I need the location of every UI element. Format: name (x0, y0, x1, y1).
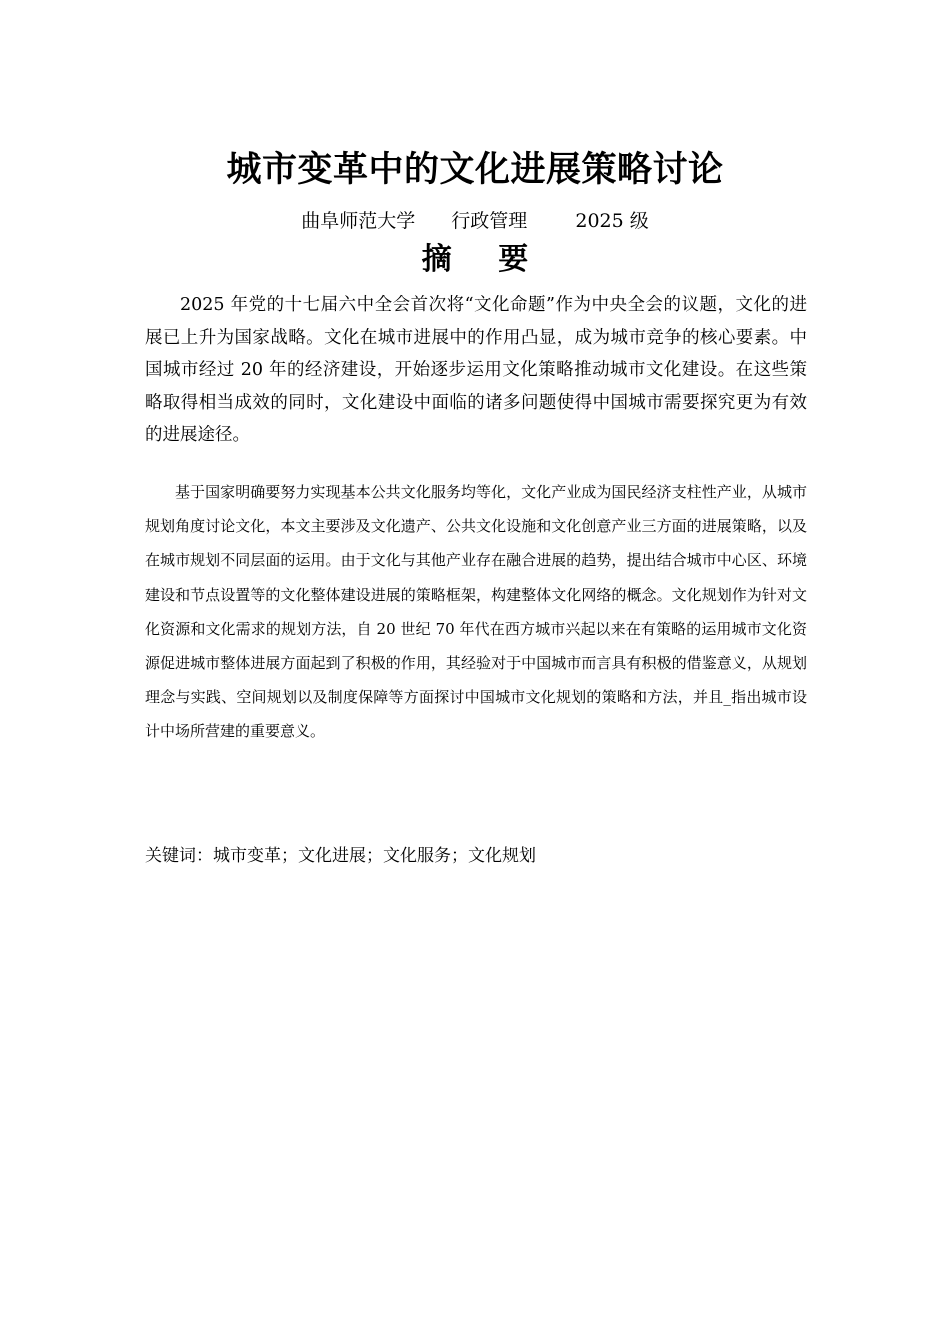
abstract-paragraph-2: 基于国家明确要努力实现基本公共文化服务均等化，文化产业成为国民经济支柱性产业，从城市规划角度讨论文化，本文主要涉及文化遗产、公共文化设施和文化创意产业三方面的进展策略，以及在城市规划不同层面的运用。由于文化与其他产业存在融合进展的趋势，提出结合城市中心区、环境建设和节点设置等的文化整体建设进展的策略框架，构建整体文化网络的概念。文化规划作为针对文化资源和文化需求的规划方法，自 20 世纪 70 年代在西方城市兴起以来在有策略的运用城市文化资源促进城市整体进展方面起到了积极的作用，其经验对于中国城市而言具有积极的借鉴意义，从规划理念与实践、空间规划以及制度保障等方面探讨中国城市文化规划的策略和方法，并且_指出城市设计中场所营建的重要意义。 (145, 483, 807, 741)
document-title: 城市变革中的文化进展策略讨论 (226, 150, 724, 190)
major-name: 行政管理 (451, 210, 528, 232)
keywords-value: 城市变革；文化进展；文化服务；文化规划 (213, 846, 536, 866)
abstract-heading: 摘 要 (421, 242, 547, 277)
author-line (0, 207, 950, 235)
school-name: 曲阜师范大学 (301, 210, 416, 232)
keywords-line (145, 842, 807, 870)
grade-year: 2025 级 (575, 210, 649, 232)
abstract-paragraph-1: 2025 年党的十七届六中全会首次将“文化命题”作为中央全会的议题，文化的进展已上升为国家战略。文化在城市进展中的作用凸显，成为城市竞争的核心要素。中国城市经过 20 年的经济建设，开始逐步运用文化策略推动城市文化建设。在这些策略取得相当成效的同时，文化建设中面临的诸多问题使得中国城市需要探究更为有效的进展途径。 (145, 295, 807, 445)
keywords-label: 关键词： (145, 846, 213, 866)
